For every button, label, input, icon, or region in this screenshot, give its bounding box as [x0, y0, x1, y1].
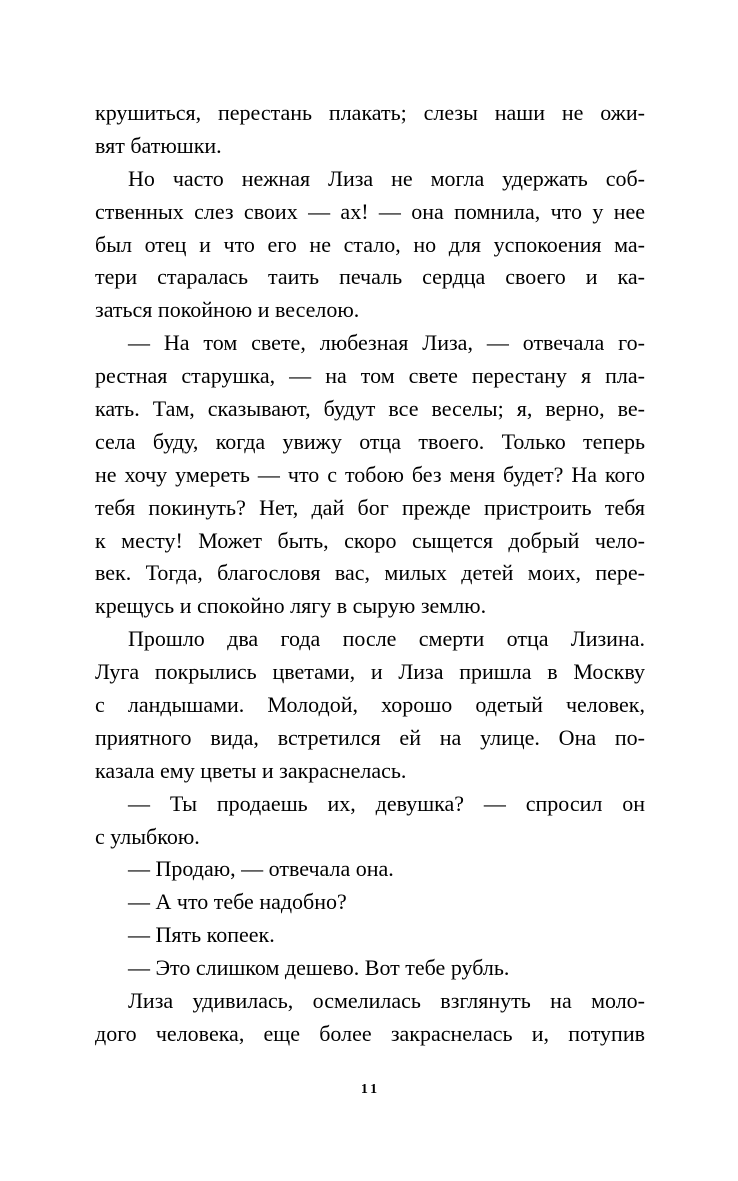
text-line: Прошло два года после смерти отца Лизина.	[128, 626, 645, 652]
text-line: дого человека, еще более закраснелась и, потупив	[95, 1020, 645, 1046]
text-line: ственных слез своих — ах! — она помнила, что у нее	[95, 198, 645, 224]
text-line: села буду, когда увижу отца твоего. Только теперь	[95, 428, 645, 454]
text-line: крушиться, перестань плакать; слезы наши не ожи-	[95, 100, 645, 125]
text-line: кать. Там, сказывают, будут все веселы; я, верно, ве-	[95, 396, 645, 422]
text-line: заться покойною и веселою.	[95, 297, 360, 323]
text-line: не хочу умереть — что с тобою без меня будет? На кого	[95, 461, 645, 487]
text-line: вят батюшки.	[95, 132, 222, 158]
text-line: Но часто нежная Лиза не могла удержать соб-	[128, 165, 645, 191]
text-line: тебя покинуть? Нет, дай бог прежде пристроить тебя	[95, 494, 645, 520]
text-line: — Это слишком дешево. Вот тебе рубль.	[128, 955, 510, 981]
text-line: Луга покрылись цветами, и Лиза пришла в Москву	[95, 659, 645, 685]
text-line: казала ему цветы и закраснелась.	[95, 757, 407, 783]
text-line: — На том свете, любезная Лиза, — отвечала го-	[128, 330, 645, 356]
text-line: с улыбкою.	[95, 823, 200, 849]
text-line: — Пять копеек.	[128, 922, 275, 948]
text-line: был отец и что его не стало, но для успокоения ма-	[95, 231, 645, 257]
text-line: тери старалась таить печаль сердца своего и ка-	[95, 264, 645, 290]
text-line: — А что тебе надобно?	[128, 889, 347, 915]
text-line: Лиза удивилась, осмелилась взглянуть на моло-	[128, 988, 645, 1014]
text-line: с ландышами. Молодой, хорошо одетый человек,	[95, 692, 645, 718]
text-line: век. Тогда, благословя вас, милых детей моих, пере-	[95, 560, 645, 586]
text-line: крещусь и спокойно лягу в сырую землю.	[95, 593, 487, 619]
page-number: 11	[360, 1082, 381, 1097]
text-line: рестная старушка, — на том свете перестану я пла-	[95, 363, 645, 389]
text-line: приятного вида, встретился ей на улице. Она по-	[95, 724, 645, 750]
text-line: — Ты продаешь их, девушка? — спросил он	[128, 790, 645, 816]
text-line: — Продаю, — отвечала она.	[128, 856, 394, 882]
text-block	[95, 97, 645, 1051]
text-line: к месту! Может быть, скоро сыщется добрый чело-	[95, 527, 645, 553]
